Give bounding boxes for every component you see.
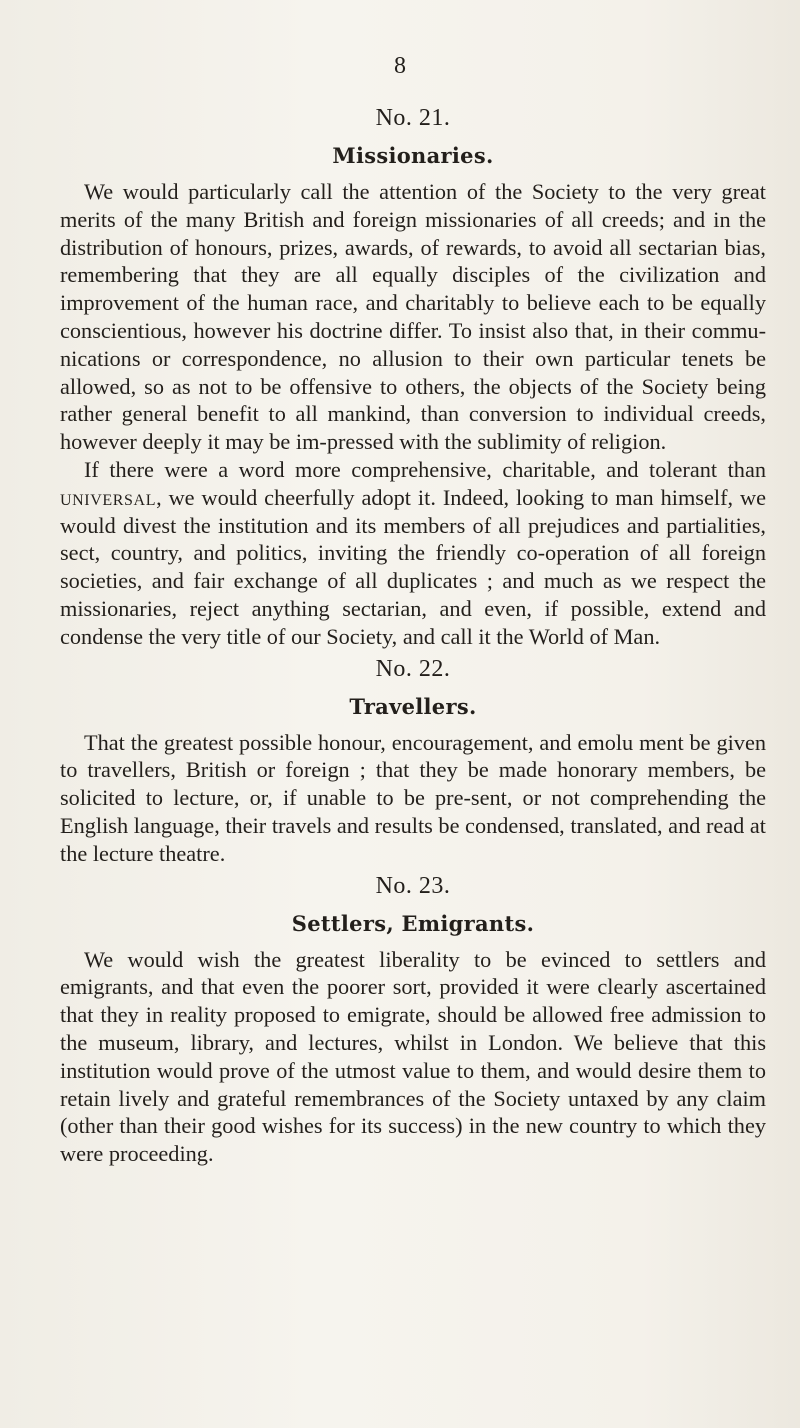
paragraph-text: , we would cheerfully adopt it. Indeed, looking to man himself, we would divest the institution and its members of all prejudices and partialities, sect, country, and politics, inviting the friendly co-operation of all foreign societies, and fair exchange of all duplicates ; and much as we respect the missionaries, reject anything sectarian, and even, if possible, extend and condense the very title of our Society, and call it the World of Man. xyxy=(60,484,766,649)
section-heading: Travellers. xyxy=(349,693,477,719)
section-heading: Missionaries. xyxy=(332,143,494,168)
section-22 xyxy=(60,653,766,868)
section-23 xyxy=(60,870,766,1168)
section-number: No. 21. xyxy=(375,105,451,131)
section-number: No. 22. xyxy=(375,655,451,682)
paragraph: We would particularly call the attention of the Society to the very great merits of the many British and foreign missionaries of all creeds; and in the distribution of honours, prizes, awards, of rewards, to avoid all sectarian bias, remembering that they are all equally disciples of the civilization and improvement of the human race, and charitably to believe each to be equally conscientious, however his doctrine differ. To insist also that, in their commu-nications or correspondence, no allusion to their own particular tenets be allowed, so as not to be offensive to others, the objects of the Society being rather general benefit to all mankind, than conversion to individual creeds, however deeply it may be im-pressed with the sublimity of religion. xyxy=(60,179,766,455)
paragraph xyxy=(60,456,766,651)
page-number: 8 xyxy=(394,53,406,79)
paragraph: We would wish the greatest liberality to be evinced to settlers and emigrants, and that even the poorer sort, provided it were clearly ascertained that they in reality proposed to emigrate, should be allowed free admission to the museum, library, and lectures, whilst in London. We believe that this institution would prove of the utmost value to them, and would desire them to retain lively and grateful remembrances of the Society untaxed by any claim (other than their good wishes for its success) in the new country to which they were proceeding. xyxy=(60,946,766,1167)
paragraph: That the greatest possible honour, encouragement, and emolu ment be given to travellers, British or foreign ; that they be made honorary members, be solicited to lecture, or, if unable to be pre-sent, or not comprehending the English language, their travels and results be condensed, translated, and read at the lecture theatre. xyxy=(60,729,766,866)
section-number: No. 23. xyxy=(375,872,451,899)
paragraph-text: If there were a word more comprehensive, charitable, and tolerant than xyxy=(84,456,766,482)
emphasis-word: universal xyxy=(60,484,157,510)
section-21 xyxy=(60,102,766,651)
section-heading: Settlers, Emigrants. xyxy=(291,910,535,936)
page-content xyxy=(60,102,766,1168)
